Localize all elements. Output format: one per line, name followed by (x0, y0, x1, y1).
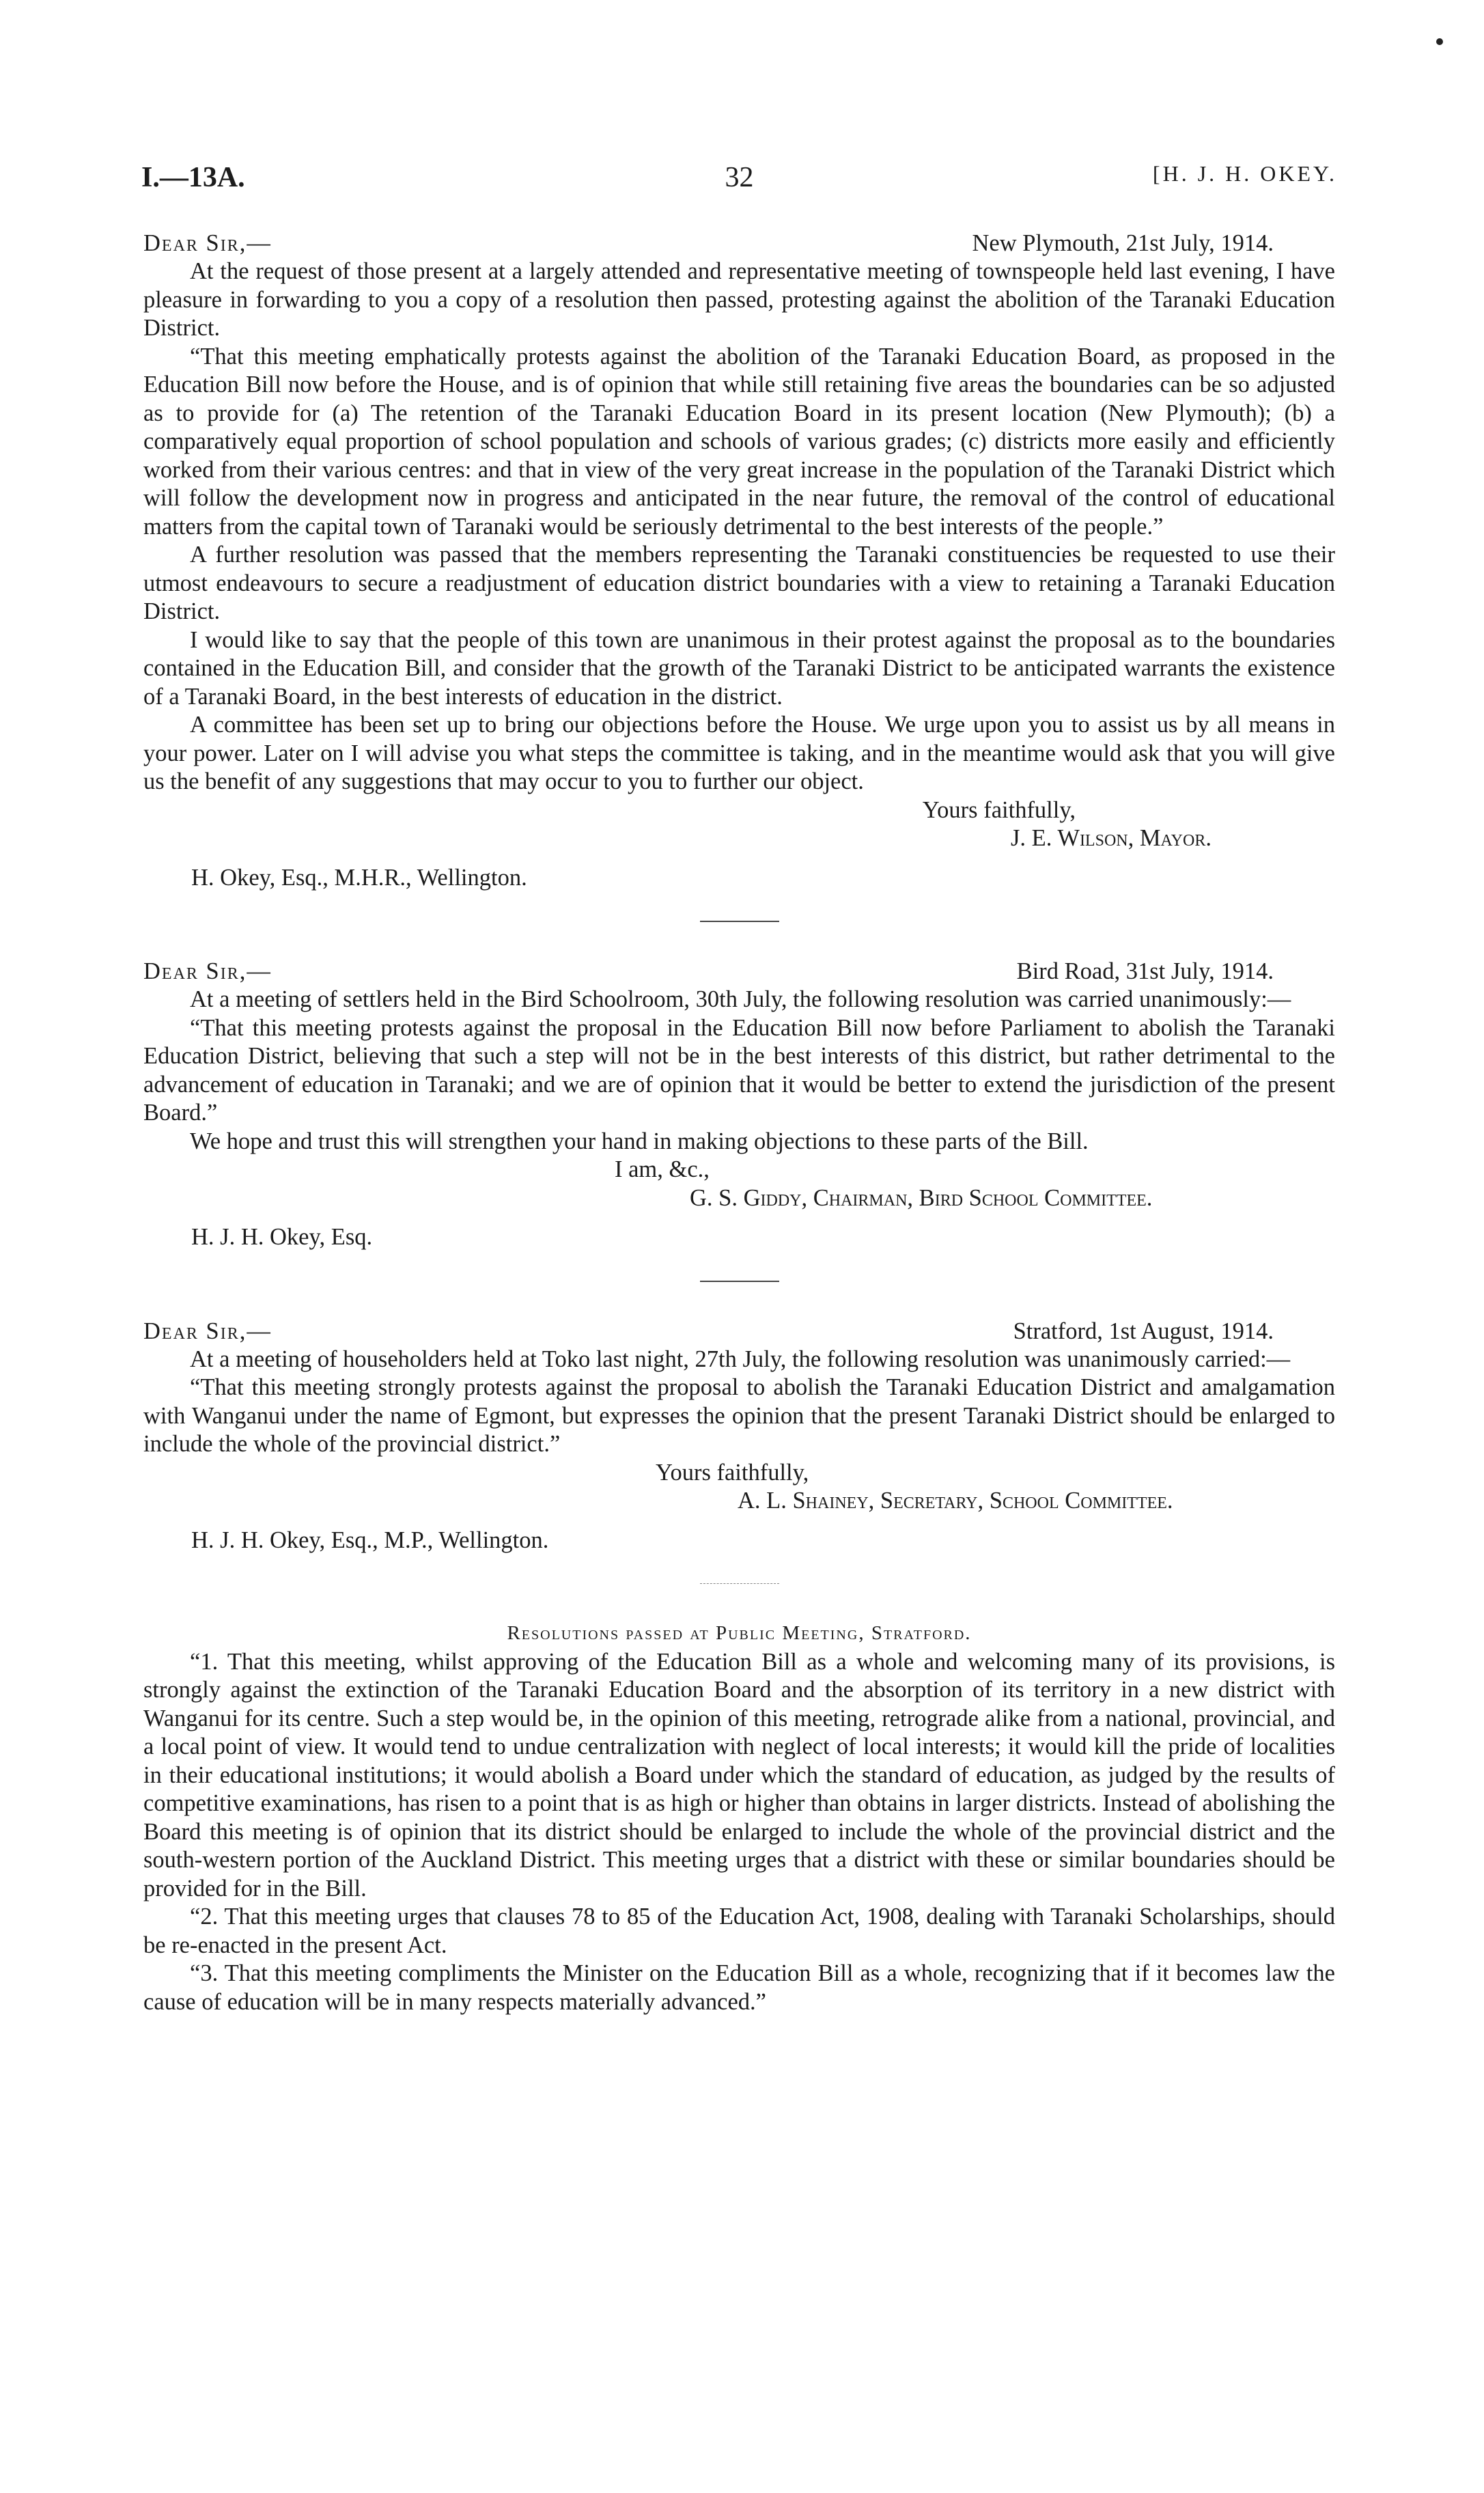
ink-dot (1436, 38, 1443, 45)
paragraph: “That this meeting protests against the proposal in the Education Bill now before Parliament to abolish the Taranaki Education District, believing that such a step will not be in the best interests of this district, but rather detrimental to the advancement of education in Taranaki; and we are of opinion that it would be better to extend the jurisdiction of the present Board.” (143, 1014, 1335, 1126)
addressee: H. Okey, Esq., M.H.R., Wellington. (191, 864, 527, 891)
place-date: Bird Road, 31st July, 1914. (1016, 958, 1274, 984)
resolutions-section (143, 1619, 1335, 2016)
paragraph: We hope and trust this will strengthen your hand in making objections to these parts of the Bill. (190, 1128, 1089, 1154)
salutation: Dear Sir,— (143, 1318, 272, 1344)
addressee: H. J. H. Okey, Esq. (191, 1224, 373, 1250)
salutation: Dear Sir,— (143, 958, 272, 984)
paragraph: At a meeting of settlers held in the Bird Schoolroom, 30th July, the following resolution was carried unanimously:— (190, 986, 1291, 1012)
paragraph: At the request of those present at a largely attended and representative meeting of townspeople held last evening, I have pleasure in forwarding to you a copy of a resolution then passed, protesting against the abolition of the Taranaki Education District. (143, 258, 1335, 341)
section-title: Resolutions passed at Public Meeting, Stratford. (507, 1622, 972, 1644)
paragraph: I would like to say that the people of this town are unanimous in their protest against the proposal as to the boundaries contained in the Education Bill, and consider that the growth of the Taranaki District to be anticipated warrants the existence of a Taranaki Board, in the best interests of education in the district. (143, 626, 1335, 710)
parliamentary-paper-ref: I.—13A. (141, 162, 245, 193)
paragraph: “That this meeting emphatically protests against the abolition of the Taranaki Education Board, as proposed in the Education Bill now before the House, and is of opinion that while still retaining five areas the boundaries can be so adjusted as to provide for (a) The retention of the Taranaki Education Board in its present location (New Plymouth); (b) a comparatively equal proportion of school population and schools of various grades; (c) districts more easily and efficiently worked from their various centres: and that in view of the very great increase in the population of the Taranaki District which will follow the development now in progress and anticipated in the near future, the removal of the control of educational matters from the capital town of Taranaki would be seriously detrimental to the best interests of the people.” (143, 343, 1335, 540)
paragraph: A committee has been set up to bring our objections before the House. We urge upon you to assist us by all means in your power. Later on I will advise you what steps the committee is taking, and in the meantime would ask that you will give us the benefit of any suggestions that may occur to you to further our object. (143, 712, 1335, 794)
salutation: Dear Sir,— (143, 230, 272, 256)
signature: A. L. Shainey, Secretary, School Committee. (738, 1488, 1173, 1514)
document-body (143, 229, 1335, 2016)
separator-rule (700, 1281, 779, 1282)
signature: G. S. Giddy, Chairman, Bird School Committee. (690, 1184, 1153, 1211)
resolution-item: “1. That this meeting, whilst approving of the Education Bill as a whole and welcoming many of its provisions, is strongly against the extinction of the Taranaki Education Board and the absorption of its territory in a new district with Wanganui for its centre. Such a step would be, in the opinion of this meeting, retrograde alike from a national, provincial, and a local point of view. It would tend to undue centralization with neglect of local interests; it would kill the pride of localities in their educational institutions; it would abolish a Board under which the standard of education, as judged by the results of competitive examinations, has risen to a point that is as high or higher than obtains in larger districts. Instead of abolishing the Board this meeting is of opinion that its district should be enlarged to include the whole of the provincial district and the south-western portion of the Auckland District. This meeting urges that a district with these or similar boundaries should be provided for in the Bill. (143, 1648, 1335, 1902)
header-name: [H. J. H. OKEY. (1152, 161, 1337, 186)
place-date: New Plymouth, 21st July, 1914. (972, 230, 1274, 256)
closing: I am, &c., (615, 1156, 710, 1182)
closing: Yours faithfully, (656, 1459, 809, 1486)
letter-new-plymouth (143, 229, 1335, 892)
addressee: H. J. H. Okey, Esq., M.P., Wellington. (191, 1527, 549, 1553)
separator-rule (700, 921, 779, 922)
signature: J. E. Wilson, Mayor. (1011, 825, 1212, 851)
paragraph: A further resolution was passed that the members representing the Taranaki constituencies be requested to use their utmost endeavours to secure a readjustment of education district boundaries with a view to retaining a Taranaki Education District. (143, 542, 1335, 624)
closing: Yours faithfully, (922, 796, 1076, 823)
paragraph: At a meeting of householders held at Toko last night, 27th July, the following resolution was unanimously carried:— (190, 1346, 1291, 1372)
letter-heading (143, 1318, 1335, 1346)
page-header (141, 161, 1337, 202)
separator-rule (700, 1583, 779, 1584)
letter-heading (143, 229, 1335, 257)
letter-bird-road (143, 958, 1335, 1252)
place-date: Stratford, 1st August, 1914. (1013, 1318, 1274, 1344)
letter-heading (143, 958, 1335, 986)
paragraph: “That this meeting strongly protests against the proposal to abolish the Taranaki Education District and amalgamation with Wanganui under the name of Egmont, but expresses the opinion that the present Taranaki District should be enlarged to include the whole of the provincial district.” (143, 1374, 1335, 1457)
resolution-item: “3. That this meeting compliments the Minister on the Education Bill as a whole, recognizing that if it becomes law the cause of education will be in many respects materially advanced.” (143, 1960, 1335, 2015)
resolution-item: “2. That this meeting urges that clauses 78 to 85 of the Education Act, 1908, dealing with Taranaki Scholarships, should be re-enacted in the present Act. (143, 1904, 1335, 1958)
letter-stratford (143, 1318, 1335, 1555)
page-number: 32 (725, 162, 754, 193)
